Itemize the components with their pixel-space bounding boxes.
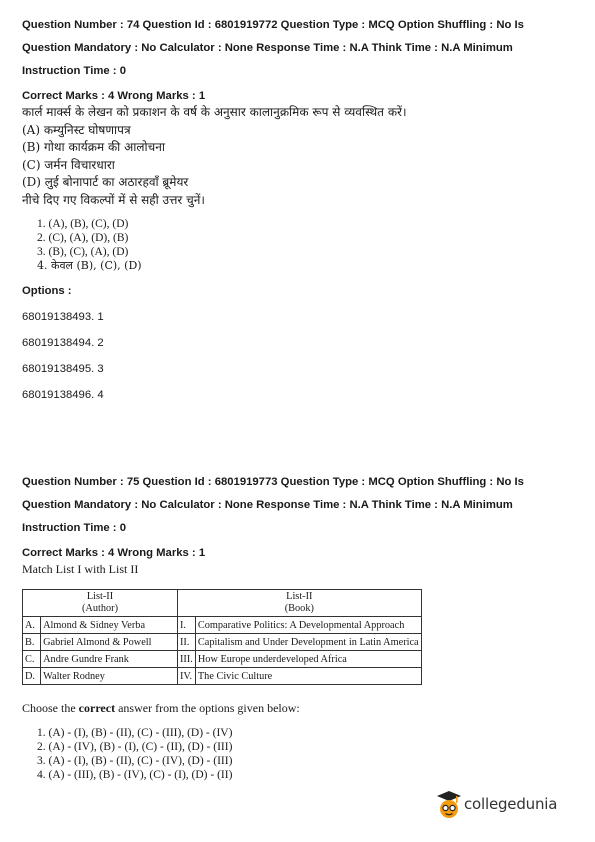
option-id-2: 68019138494. 2 (22, 337, 104, 349)
question-meta-line-3: Instruction Time : 0 (22, 65, 126, 77)
row-letter: A. (23, 617, 41, 634)
row-numeral: II. (178, 634, 196, 651)
question-marks: Correct Marks : 4 Wrong Marks : 1 (22, 547, 206, 559)
author-cell: Almond & Sidney Verba (41, 617, 178, 634)
book-cell: The Civic Culture (195, 668, 421, 685)
item-b: (B) गोथा कार्यक्रम की आलोचना (22, 140, 165, 154)
list-2-header (178, 590, 422, 617)
option-id-4: 68019138496. 4 (22, 389, 104, 401)
choice-2: 2. (A) - (IV), (B) - (I), (C) - (II), (D) - (III) (37, 741, 233, 753)
question-marks: Correct Marks : 4 Wrong Marks : 1 (22, 90, 206, 102)
choose-text-bold: correct (78, 701, 116, 715)
choice-1: 1. (A) - (I), (B) - (II), (C) - (III), (D) - (IV) (37, 727, 233, 739)
question-74 (22, 14, 582, 403)
option-id-1: 68019138493. 1 (22, 311, 104, 323)
book-cell: Comparative Politics: A Developmental Approach (195, 617, 421, 634)
question-instruction: नीचे दिए गए विकल्पों में से सही उत्तर चुनें। (22, 192, 205, 207)
row-numeral: III. (178, 651, 196, 668)
row-letter: B. (23, 634, 41, 651)
choice-3: 3. (B), (C), (A), (D) (37, 246, 129, 258)
item-c: (C) जर्मन विचारधारा (22, 157, 115, 172)
table-header-row (23, 590, 422, 617)
list-1-header (23, 590, 178, 617)
choice-3: 3. (A) - (I), (B) - (II), (C) - (IV), (D) - (III) (37, 755, 233, 767)
question-75 (22, 471, 582, 782)
graduate-face-icon (436, 790, 462, 820)
row-letter: D. (23, 668, 41, 685)
item-a: (A) कम्युनिस्ट घोषणापत्र (22, 122, 131, 137)
author-cell: Andre Gundre Frank (41, 651, 178, 668)
row-numeral: I. (178, 617, 196, 634)
row-numeral: IV. (178, 668, 196, 685)
list-2-title: List-II (286, 591, 313, 602)
answer-choices (37, 217, 582, 273)
question-stem: Match List I with List II (22, 562, 139, 576)
logo-text: collegedunia (464, 795, 558, 813)
list-2-subtitle: (Book) (284, 603, 314, 614)
option-id-3: 68019138495. 3 (22, 363, 104, 375)
row-letter: C. (23, 651, 41, 668)
choose-instruction (22, 700, 582, 716)
question-stem: कार्ल मार्क्स के लेखन को प्रकाशन के वर्ष के अनुसार कालानुक्रमिक रूप से व्यवस्थित करें। (22, 105, 407, 119)
choice-4: 4. केवल (B), (C), (D) (37, 259, 142, 272)
book-cell: Capitalism and Under Development in Latin America (195, 634, 421, 651)
list-1-title: List-II (86, 591, 114, 602)
question-meta-line-2: Question Mandatory : No Calculator : None Response Time : N.A Think Time : N.A Minimum (22, 42, 513, 54)
choose-text-pre: Choose the (22, 701, 79, 715)
question-meta-line-2: Question Mandatory : No Calculator : None Response Time : N.A Think Time : N.A Minimum (22, 499, 513, 511)
table-row (23, 651, 422, 668)
book-cell: How Europe underdeveloped Africa (195, 651, 421, 668)
choice-2: 2. (C), (A), (D), (B) (37, 232, 129, 244)
item-d: (D) लुई बोनापार्ट का अठारहवाँ ब्रूमेयर (22, 175, 189, 189)
table-row (23, 617, 422, 634)
question-meta-line-1: Question Number : 74 Question Id : 6801919772 Question Type : MCQ Option Shuffling : No Is (22, 19, 524, 31)
collegedunia-logo (436, 790, 576, 826)
question-meta-line-1: Question Number : 75 Question Id : 6801919773 Question Type : MCQ Option Shuffling : No Is (22, 476, 524, 488)
choice-1: 1. (A), (B), (C), (D) (37, 218, 129, 230)
answer-choices (37, 726, 582, 782)
author-cell: Gabriel Almond & Powell (41, 634, 178, 651)
table-row (23, 634, 422, 651)
table-row (23, 668, 422, 685)
question-meta-line-3: Instruction Time : 0 (22, 522, 126, 534)
choose-text-post: answer from the options given below: (115, 701, 300, 715)
match-table (22, 589, 422, 685)
list-1-subtitle: (Author) (81, 603, 119, 614)
options-label: Options : (22, 285, 72, 297)
author-cell: Walter Rodney (41, 668, 178, 685)
choice-4: 4. (A) - (III), (B) - (IV), (C) - (I), (D) - (II) (37, 769, 233, 781)
